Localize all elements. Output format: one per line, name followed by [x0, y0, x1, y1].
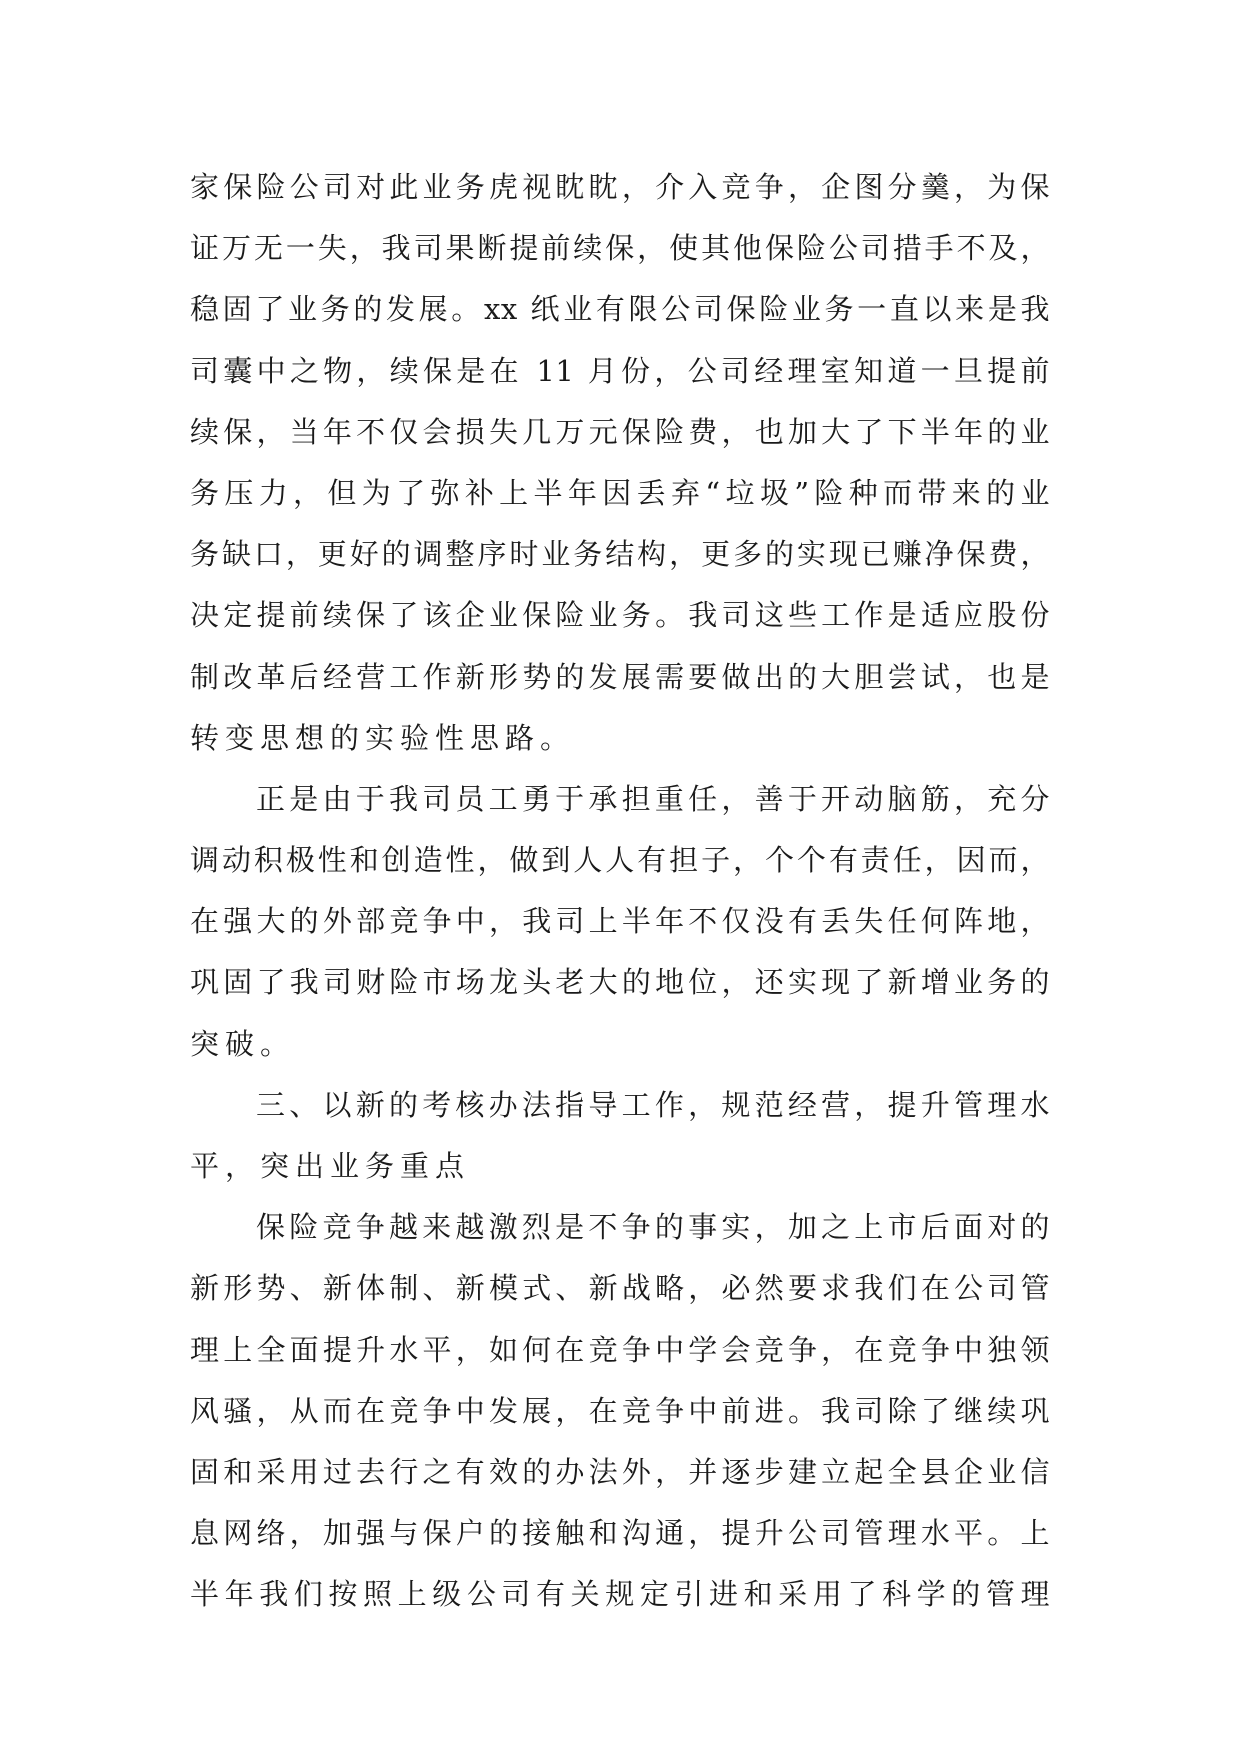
text-line: 务缺口，更好的调整序时业务结构，更多的实现已赚净保费， [190, 537, 1050, 572]
text-line: 决定提前续保了该企业保险业务。我司这些工作是适应股份 [190, 598, 1050, 633]
text-line: 家保险公司对此业务虎视眈眈，介入竞争，企图分羹，为保 [190, 170, 1050, 204]
text-line: 证万无一失，我司果断提前续保，使其他保险公司措手不及， [190, 231, 1050, 266]
text-line: 理上全面提升水平，如何在竞争中学会竞争，在竞争中独领 [190, 1332, 1050, 1367]
text-line: 三、以新的考核办法指导工作，规范经营，提升管理水 [256, 1087, 1050, 1122]
text-line: 调动积极性和创造性，做到人人有担子，个个有责任，因而， [190, 843, 1050, 878]
text-line: 半年我们按照上级公司有关规定引进和采用了科学的管理 [190, 1577, 1050, 1612]
text-line: 制改革后经营工作新形势的发展需要做出的大胆尝试，也是 [190, 659, 1050, 694]
text-line: 正是由于我司员工勇于承担重任，善于开动脑筋，充分 [256, 781, 1050, 816]
text-line: 固和采用过去行之有效的办法外，并逐步建立起全县企业信 [190, 1454, 1050, 1489]
document-body [190, 157, 1050, 1626]
text-line: 风骚，从而在竞争中发展，在竞争中前进。我司除了继续巩 [190, 1393, 1050, 1428]
text-line: 息网络，加强与保户的接触和沟通，提升公司管理水平。上 [190, 1516, 1050, 1551]
text-line: 转变思想的实验性思路。 [190, 720, 576, 755]
text-line: 突破。 [190, 1026, 296, 1061]
text-line: 平，突出业务重点 [190, 1149, 471, 1183]
text-line: 稳固了业务的发展。xx 纸业有限公司保险业务一直以来是我 [190, 292, 1050, 327]
text-line: 新形势、新体制、新模式、新战略，必然要求我们在公司管 [190, 1271, 1050, 1306]
text-line: 在强大的外部竞争中，我司上半年不仅没有丢失任何阵地， [190, 904, 1050, 939]
text-line: 续保，当年不仅会损失几万元保险费，也加大了下半年的业 [190, 414, 1050, 449]
text-line: 巩固了我司财险市场龙头老大的地位，还实现了新增业务的 [190, 965, 1050, 1000]
text-line: 司囊中之物，续保是在 11 月份，公司经理室知道一旦提前 [190, 353, 1050, 388]
text-line: 保险竞争越来越激烈是不争的事实，加之上市后面对的 [256, 1210, 1050, 1245]
text-line: 务压力，但为了弥补上半年因丢弃“垃圾”险种而带来的业 [190, 475, 1050, 510]
